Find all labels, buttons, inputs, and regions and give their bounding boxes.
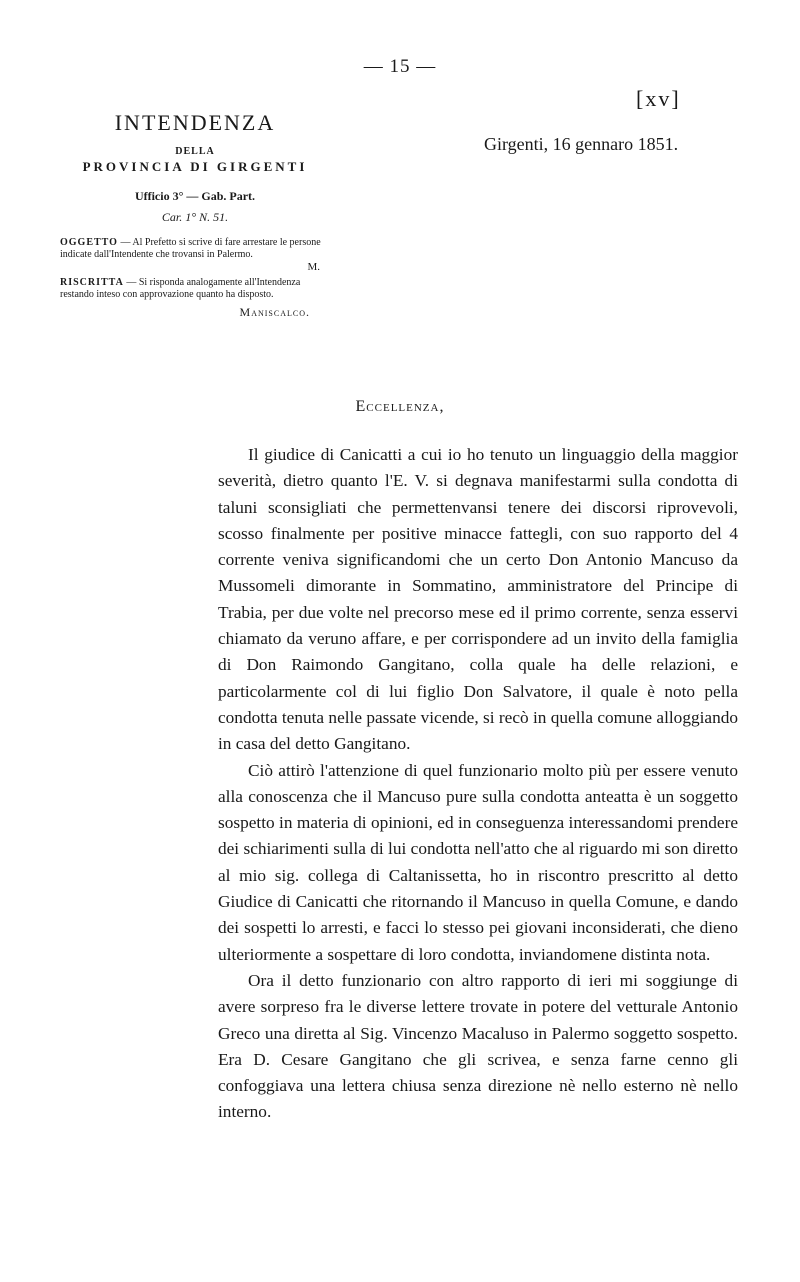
reply-label: RISCRITTA xyxy=(60,277,124,288)
roman-page-number: [xv] xyxy=(636,86,681,111)
office-della: DELLA xyxy=(175,146,215,157)
paragraph-3: Ora il detto funzionario con altro rapporto di ieri mi soggiunge di avere sorpreso fra le diverse lettere trovate in potere del vetturale Antonio Greco una diretta al Sig. Vincenzo Macaluso in Palermo soggetto sospetto. Era D. Cesare Gangitano che gli scrivea, e senza farne cenno gli confoggiava una lettera chiusa senza direzione nè nello esterno nè nello interno. xyxy=(218,970,738,1122)
letter-body xyxy=(218,442,738,1126)
salutation: Eccellenza, xyxy=(355,398,445,415)
paragraph-2: Ciò attirò l'attenzione di quel funzionario molto più per essere venuto alla conoscenza che il Mancuso pure sulla condotta anteatta è un soggetto sospetto in materia di opinioni, ed in conseguenza interessandomi prendere dei schiarimenti sulla di lui condotta nell'atto che al riguardo mi son diretto al mio sig. collega di Caltanissetta, ho in riscontro prescritto al detto Giudice di Canicatti che ritornando il Mancuso in quella Comune, e dando dei sospetti lo arresti, e facci lo stesso pei giovani inconsiderati, che dieno ulteriormente a sospettare di loro condotta, inviandomene distinta nota. xyxy=(218,760,738,964)
province-name: PROVINCIA DI GIRGENTI xyxy=(82,159,308,174)
subject-label: OGGETTO xyxy=(60,237,118,248)
reply-text: — Si risponda analogamente all'Intendenza restando inteso con approvazione quanto ha disposto. xyxy=(60,277,301,300)
page-number: — 15 — xyxy=(363,56,437,77)
letterhead xyxy=(60,110,330,320)
reply-note xyxy=(60,277,330,301)
office-title: INTENDENZA xyxy=(114,110,276,135)
subject-initial: M. xyxy=(307,261,320,273)
file-reference: Car. 1° N. 51. xyxy=(161,210,229,224)
paragraph-1: Il giudice di Canicatti a cui io ho tenuto un linguaggio della maggior severità, dietro quanto l'E. V. si degnava manifestarmi sulla condotta di taluni sconsigliati che permettenvansi tenere dei discorsi riprovevoli, scosso finalmente per positive minacce fattegli, con suo rapporto del 4 corrente veniva significandomi che un certo Don Antonio Mancuso da Mussomeli dimorante in Sommatino, amministratore del Principe di Trabia, per due volte nel precorso mese ed il primo corrente, senza esservi chiamato da veruno affare, e per corrispondere ad un invito della famiglia di Don Raimondo Gangitano, colla quale ha delle relazioni, e particolarmente col di lui figlio Don Salvatore, il quale è noto pella condotta tenuta nelle passate vicende, si recò in quella comune alloggiando in casa del detto Gangitano. xyxy=(218,445,738,754)
place-date: Girgenti, 16 gennaro 1851. xyxy=(484,134,679,154)
subject-note xyxy=(60,237,330,261)
reply-signature: Maniscalco. xyxy=(239,305,310,319)
subject-text: — Al Prefetto si scrive di fare arrestare le persone indicate dall'Intendente che trovansi in Palermo. xyxy=(60,237,321,260)
office-section: Ufficio 3° — Gab. Part. xyxy=(134,189,256,203)
